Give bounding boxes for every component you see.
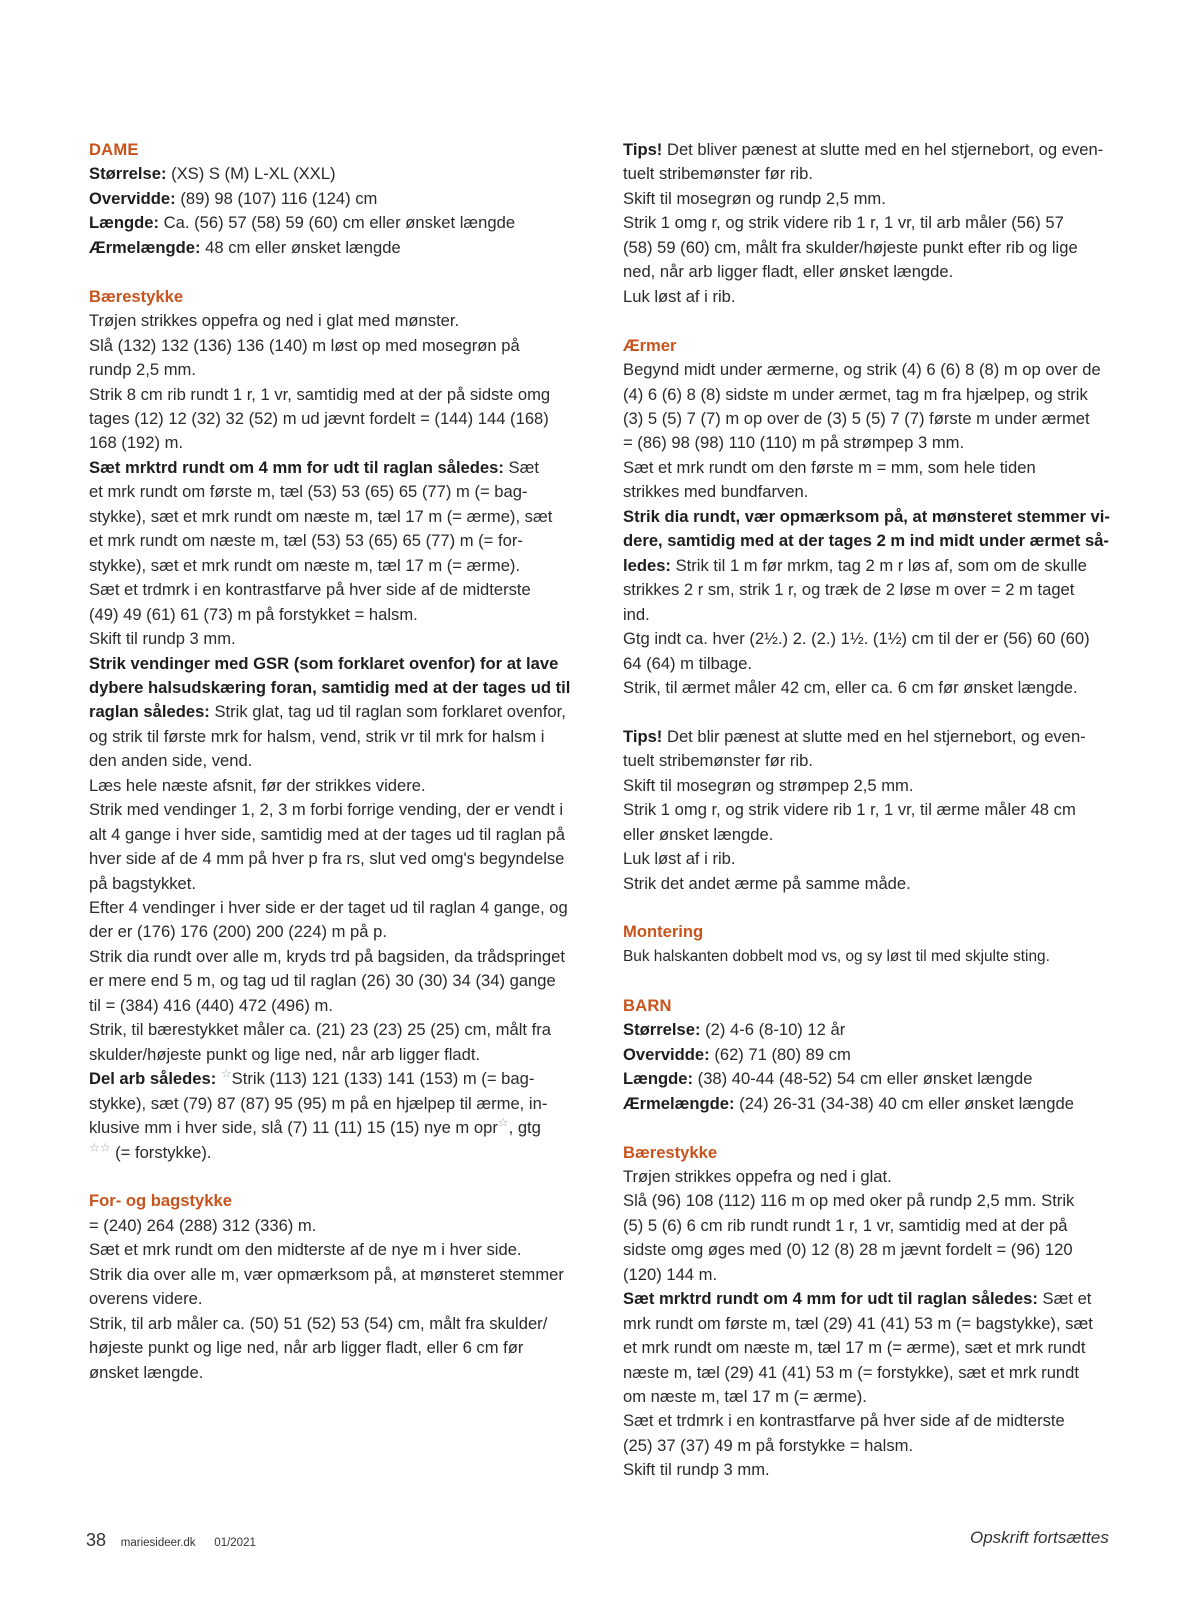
- text-line: til = (384) 416 (440) 472 (496) m.: [89, 995, 333, 1015]
- text-line: Slå (96) 108 (112) 116 m op med oker på rundp 2,5 mm. Strik: [623, 1191, 1075, 1211]
- chest-width-line: Overvidde: (89) 98 (107) 116 (124) cm: [89, 188, 378, 208]
- section-heading-dame: DAME: [89, 140, 139, 159]
- left-column: [89, 138, 581, 1385]
- text-line: (49) 49 (61) 61 (73) m på forstykket = halsm.: [89, 604, 418, 624]
- text-line: ledes: Strik til 1 m før mrkm, tag 2 m r løs af, som om de skulle: [623, 555, 1087, 575]
- text-line: et mrk rundt om næste m, tæl 17 m (= ærme), sæt et mrk rundt: [623, 1338, 1086, 1358]
- size-line: Størrelse: (XS) S (M) L-XL (XXL): [89, 164, 336, 184]
- text-line: Sæt et mrk rundt om den første m = mm, som hele tiden: [623, 457, 1036, 477]
- text-line: tuelt stribemønster før rib.: [623, 164, 813, 184]
- text-line: Luk løst af i rib.: [623, 286, 736, 306]
- text-line: Strik dia rundt over alle m, kryds trd på bagsiden, da trådspringet: [89, 946, 565, 966]
- sleeve-length-line: Ærmelængde: (24) 26-31 (34-38) 40 cm eller ønsket længde: [623, 1093, 1074, 1113]
- text-line: der er (176) 176 (200) 200 (224) m på p.: [89, 922, 387, 942]
- text-line: Strik dia over alle m, vær opmærksom på, at mønsteret stemmer: [89, 1264, 564, 1284]
- section-heading-yoke: Bærestykke: [89, 286, 184, 306]
- text-line: (4) 6 (6) 8 (8) sidste m under ærmet, tag m fra hjælpep, og strik: [623, 384, 1088, 404]
- text-line: overens videre.: [89, 1289, 203, 1309]
- text-line: 168 (192) m.: [89, 433, 184, 453]
- text-line: = (86) 98 (98) 110 (110) m på strømpep 3 mm.: [623, 433, 965, 453]
- text-line: stykke), sæt et mrk rundt om næste m, tæl 17 m (= ærme), sæt: [89, 506, 553, 526]
- site-name: mariesideer.dk: [120, 1537, 196, 1549]
- text-line: mrk rundt om første m, tæl (29) 41 (41) 53 m (= bagstykke), sæt: [623, 1313, 1093, 1333]
- text-line: tuelt stribemønster før rib.: [623, 751, 813, 771]
- text-line: Strik det andet ærme på samme måde.: [623, 873, 911, 893]
- issue-number: 01/2021: [214, 1537, 256, 1549]
- text-line: ☆☆ (= forstykke).: [89, 1140, 212, 1162]
- text-line: Strik 1 omg r, og strik videre rib 1 r, 1 vr, til arb måler (56) 57: [623, 213, 1064, 233]
- text-line: næste m, tæl (29) 41 (41) 53 m (= forstykke), sæt et mrk rundt: [623, 1362, 1080, 1382]
- text-line: Sæt et trdmrk i en kontrastfarve på hver side af de midterste: [89, 580, 531, 600]
- star-icon: ☆: [497, 1115, 509, 1130]
- tip-line: Tips! Det blir pænest at slutte med en hel stjernebort, og even-: [623, 726, 1086, 746]
- text-line: (120) 144 m.: [623, 1264, 718, 1284]
- text-line: (25) 37 (37) 49 m på forstykke = halsm.: [623, 1435, 914, 1455]
- text-line: og strik til første mrk for halsm, vend, strik vr til mrk for halsm i: [89, 726, 545, 746]
- tip-line: Tips! Det bliver pænest at slutte med en hel stjernebort, og even-: [623, 140, 1104, 159]
- section-heading-sleeves: Ærmer: [623, 335, 677, 355]
- text-line: Trøjen strikkes oppefra og ned i glat.: [623, 1166, 892, 1186]
- text-line: Strik dia rundt, vær opmærksom på, at mønsteret stemmer vi-: [623, 506, 1110, 526]
- text-line: raglan således: Strik glat, tag ud til raglan som forklaret ovenfor,: [89, 702, 566, 722]
- text-line: (3) 5 (5) 7 (7) m op over de (3) 5 (5) 7 (7) første m under ærmet: [623, 408, 1090, 428]
- text-line: Læs hele næste afsnit, før der strikkes videre.: [89, 775, 426, 795]
- text-line: (5) 5 (6) 6 cm rib rundt rundt 1 r, 1 vr, samtidig med at der på: [623, 1215, 1068, 1235]
- text-line: højeste punkt og lige ned, når arb ligger fladt, eller 6 cm før: [89, 1338, 524, 1358]
- length-line: Længde: Ca. (56) 57 (58) 59 (60) cm eller ønsket længde: [89, 213, 516, 233]
- text-line: Efter 4 vendinger i hver side er der taget ud til raglan 4 gange, og: [89, 898, 568, 918]
- text-line: Luk løst af i rib.: [623, 849, 736, 869]
- size-line: Størrelse: (2) 4-6 (8-10) 12 år: [623, 1020, 846, 1040]
- sleeve-length-line: Ærmelængde: 48 cm eller ønsket længde: [89, 237, 401, 257]
- text-line: strikkes 2 r sm, strik 1 r, og træk de 2 løse m over = 2 m taget: [623, 580, 1075, 600]
- text-line: Del arb således: ☆Strik (113) 121 (133) 141 (153) m (= bag-: [89, 1066, 535, 1089]
- section-heading-barn: BARN: [623, 995, 672, 1015]
- text-line: stykke), sæt (79) 87 (87) 95 (95) m på en hjælpep til ærme, in-: [89, 1093, 548, 1113]
- text-line: Skift til rundp 3 mm.: [89, 629, 236, 649]
- double-star-icon: ☆☆: [89, 1140, 111, 1155]
- text-line: Buk halskanten dobbelt mod vs, og sy løst til med skjulte sting.: [623, 947, 1050, 965]
- text-line: Strik, til bærestykket måler ca. (21) 23 (23) 25 (25) cm, målt fra: [89, 1020, 551, 1040]
- length-line: Længde: (38) 40-44 (48-52) 54 cm eller ønsket længde: [623, 1069, 1033, 1089]
- text-line: sidste omg øges med (0) 12 (8) 28 m jævnt fordelt = (96) 120: [623, 1240, 1073, 1260]
- text-line: på bagstykket.: [89, 873, 197, 893]
- star-icon: ☆: [220, 1066, 232, 1081]
- text-line: Sæt mrktrd rundt om 4 mm for udt til raglan således: Sæt: [89, 457, 539, 477]
- section-heading-body: For- og bagstykke: [89, 1191, 232, 1211]
- text-line: = (240) 264 (288) 312 (336) m.: [89, 1215, 317, 1235]
- text-line: et mrk rundt om næste m, tæl (53) 53 (65) 65 (77) m (= for-: [89, 531, 523, 551]
- text-line: Sæt et mrk rundt om den midterste af de nye m i hver side.: [89, 1240, 522, 1260]
- text-line: Skift til mosegrøn og rundp 2,5 mm.: [623, 188, 886, 208]
- text-line: eller ønsket længde.: [623, 824, 774, 844]
- text-line: strikkes med bundfarven.: [623, 482, 809, 502]
- text-line: hver side af de 4 mm på hver p fra rs, slut ved omg's begyndelse: [89, 849, 565, 869]
- text-line: Strik, til arb måler ca. (50) 51 (52) 53 (54) cm, målt fra skulder/: [89, 1313, 548, 1333]
- text-line: dybere halsudskæring foran, samtidig med at der tages ud til: [89, 677, 571, 697]
- text-line: Begynd midt under ærmerne, og strik (4) 6 (6) 8 (8) m op over de: [623, 360, 1101, 380]
- text-line: tages (12) 12 (32) 32 (52) m ud jævnt fordelt = (144) 144 (168): [89, 408, 549, 428]
- text-line: er mere end 5 m, og tag ud til raglan (26) 30 (30) 34 (34) gange: [89, 971, 556, 991]
- text-line: dere, samtidig med at der tages 2 m ind midt under ærmet så-: [623, 531, 1109, 551]
- text-line: om næste m, tæl 17 m (= ærme).: [623, 1387, 867, 1407]
- text-line: Skift til rundp 3 mm.: [623, 1460, 770, 1480]
- text-line: rundp 2,5 mm.: [89, 360, 196, 380]
- text-line: ned, når arb ligger fladt, eller ønsket længde.: [623, 262, 954, 282]
- text-line: Strik 1 omg r, og strik videre rib 1 r, 1 vr, til ærme måler 48 cm: [623, 800, 1076, 820]
- text-line: alt 4 gange i hver side, samtidig med at der tages ud til raglan på: [89, 824, 565, 844]
- text-line: 64 (64) m tilbage.: [623, 653, 753, 673]
- text-line: klusive mm i hver side, slå (7) 11 (11) 15 (15) nye m opr☆, gtg: [89, 1115, 541, 1138]
- page-footer: [86, 1530, 256, 1551]
- chest-width-line: Overvidde: (62) 71 (80) 89 cm: [623, 1044, 851, 1064]
- text-line: Trøjen strikkes oppefra og ned i glat med mønster.: [89, 311, 460, 331]
- text-line: Skift til mosegrøn og strømpep 2,5 mm.: [623, 775, 914, 795]
- continued-note: Opskrift fortsættes: [970, 1528, 1109, 1547]
- text-line: et mrk rundt om første m, tæl (53) 53 (65) 65 (77) m (= bag-: [89, 482, 528, 502]
- text-line: Strik med vendinger 1, 2, 3 m forbi forrige vending, der er vendt i: [89, 800, 564, 820]
- text-line: ind.: [623, 604, 650, 624]
- text-line: Strik 8 cm rib rundt 1 r, 1 vr, samtidig med at der på sidste omg: [89, 384, 551, 404]
- text-line: Gtg indt ca. hver (2½.) 2. (2.) 1½. (1½) cm til der er (56) 60 (60): [623, 629, 1090, 649]
- text-line: Strik, til ærmet måler 42 cm, eller ca. 6 cm før ønsket længde.: [623, 677, 1078, 697]
- section-heading-assembly: Montering: [623, 922, 704, 942]
- text-line: Sæt et trdmrk i en kontrastfarve på hver side af de midterste: [623, 1411, 1065, 1431]
- text-line: Strik vendinger med GSR (som forklaret ovenfor) for at lave: [89, 653, 559, 673]
- text-line: skulder/højeste punkt og lige ned, når arb ligger fladt.: [89, 1044, 481, 1064]
- text-line: Slå (132) 132 (136) 136 (140) m løst op med mosegrøn på: [89, 335, 520, 355]
- section-heading-yoke: Bærestykke: [623, 1142, 718, 1162]
- text-line: (58) 59 (60) cm, målt fra skulder/højeste punkt efter rib og lige: [623, 237, 1078, 257]
- text-line: ønsket længde.: [89, 1362, 204, 1382]
- right-column: [623, 138, 1119, 1483]
- text-line: Sæt mrktrd rundt om 4 mm for udt til raglan således: Sæt et: [623, 1289, 1092, 1309]
- text-line: stykke), sæt et mrk rundt om næste m, tæl 17 m (= ærme).: [89, 555, 521, 575]
- text-line: den anden side, vend.: [89, 751, 253, 771]
- page-number: 38: [86, 1530, 107, 1550]
